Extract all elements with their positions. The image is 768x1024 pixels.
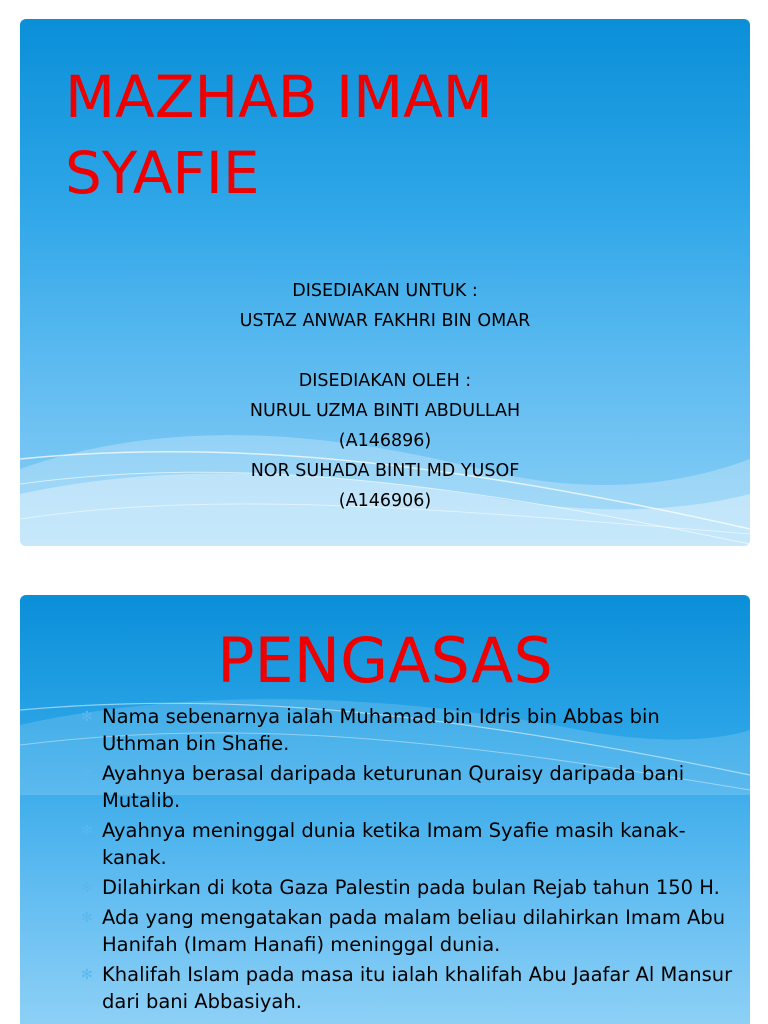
slide-title: MAZHAB IMAM SYAFIE [65,63,493,207]
list-item-text: Ayahnya meninggal dunia ketika Imam Syafie masih kanak-kanak. [102,819,686,869]
subtitle-line: NURUL UZMA BINTI ABDULLAH [249,401,521,421]
asterisk-bullet-icon: ✻ [81,766,93,782]
list-item-text: Ayahnya berasal daripada keturunan Quraisy daripada bani Mutalib. [102,762,685,812]
list-item-text: Nama sebenarnya ialah Muhamad bin Idris bin Abbas bin Uthman bin Shafie. [102,705,660,755]
list-item [80,874,740,901]
list-item [80,760,740,814]
bullet-list [80,703,740,1018]
subtitle-line: USTAZ ANWAR FAKHRI BIN OMAR [239,311,531,331]
list-item [80,817,740,871]
slide-title: PENGASAS [217,624,553,697]
list-item-text: Khalifah Islam pada masa itu ialah khalifah Abu Jaafar Al Mansur dari bani Abbasiyah. [102,963,733,1013]
list-item-text: Ada yang mengatakan pada malam beliau dilahirkan Imam Abu Hanifah (Imam Hanafi) meninggal dunia. [102,906,726,956]
subtitle-line: (A146896) [338,431,432,451]
list-item [80,961,740,1015]
asterisk-bullet-icon: ✻ [81,880,93,896]
list-item [80,703,740,757]
list-item-text: Dilahirkan di kota Gaza Palestin pada bulan Rejab tahun 150 H. [102,876,720,899]
subtitle-line: DISEDIAKAN OLEH : [298,371,472,391]
subtitle-line: DISEDIAKAN UNTUK : [292,281,478,301]
subtitle-block [20,276,750,516]
asterisk-bullet-icon: ✻ [81,967,93,983]
asterisk-bullet-icon: ✻ [81,709,93,725]
subtitle-line: NOR SUHADA BINTI MD YUSOF [250,461,520,481]
asterisk-bullet-icon: ✻ [81,910,93,926]
content-slide [20,595,750,1024]
asterisk-bullet-icon: ✻ [81,823,93,839]
list-item [80,904,740,958]
title-slide [20,19,750,546]
subtitle-line: (A146906) [338,491,432,511]
subtitle-line [20,336,750,366]
